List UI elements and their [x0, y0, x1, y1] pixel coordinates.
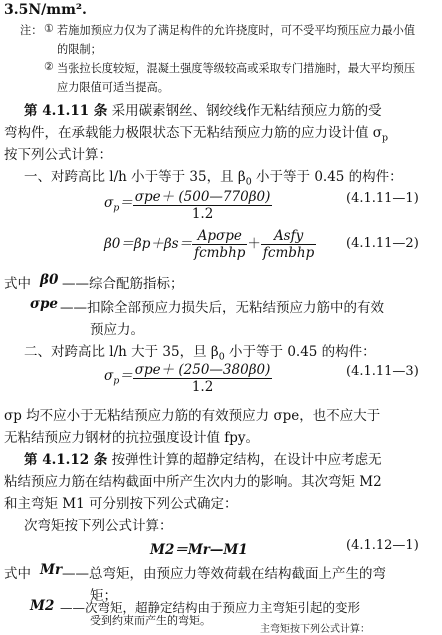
line-top: 3.5N/mm². — [4, 2, 87, 18]
note-label: 注： — [20, 24, 43, 37]
note-2-line-a: 当张拉长度较短，混凝土强度等级较高或采取专门措施时，最大平均预压 — [57, 62, 416, 75]
clause-text: 采用碳素钢丝、钢绞线作无粘结预应力筋的受 — [111, 103, 382, 119]
clause-4-1-12-line-a — [24, 448, 382, 468]
item-text: 小于等于 0.45 的构件： — [224, 344, 376, 360]
tail-line-b: 无粘结预应力钢材的抗拉强度设计值 fpy。 — [4, 430, 260, 446]
equation-4-1-11-2: β0＝βp＋βs＝ $\frac{\text{Apσpe}}{\text{fcmbhp}}$ ＋ $\frac{\text{Asfy}}{\text{fcmbhp}}$ — [104, 228, 315, 261]
definition-m2-cont: 受到约束而产生的弯矩。 — [90, 614, 211, 627]
clause-text: 按弹性计算的超静定结构，在设计中应考虑无 — [111, 452, 382, 468]
symbol-sigma-pe: σpe — [30, 296, 58, 312]
tail-line-a: σp 均不应小于无粘结预应力筋的有效预应力 σpe，也不应大于 — [4, 408, 381, 424]
where-label: 式中 — [4, 276, 31, 292]
fraction: $\frac{\text{Apσpe}}{\text{fcmbhp}}$ — [194, 228, 246, 261]
subscript: 0 — [245, 176, 252, 188]
subscript: 0 — [218, 351, 225, 363]
definition-mr-cont: 矩； — [90, 588, 117, 604]
subscript: p — [382, 132, 389, 144]
fraction: $\frac{\text{σpe＋ (250—380β0)}}{1.2}$ — [133, 358, 273, 395]
note-1-marker: ① — [44, 22, 55, 35]
clause-text: 弯构件，在承载能力极限状态下无粘结预应力筋的应力设计值 σ — [4, 125, 383, 141]
clause-4-1-11-line-a — [24, 99, 382, 119]
clause-4-1-12-line-b: 粘结预应力筋在结构截面中所产生次内力的影响。其次弯矩 M2 — [4, 474, 382, 490]
fraction: $\frac{\text{σpe＋ (500—770β0)}}{1.2}$ — [133, 185, 273, 222]
main-moment-intro: 主弯矩按下列公式计算： — [260, 624, 370, 635]
note-2-line-b: 应力限值可适当提高。 — [57, 81, 169, 94]
item-text: 二、对跨高比 l/h 大于 35，旦 β — [24, 344, 219, 360]
symbol-m2: M2 — [30, 598, 55, 614]
equation-number: (4.1.12—1) — [346, 538, 419, 553]
clause-number: 第 4.1.11 条 — [24, 103, 108, 119]
equation-4-1-11-1: $\sigma_p=$ $\frac{\text{σpe＋ (500—770β0)}}{1.2}$ — [104, 185, 272, 222]
definition-beta0: ——综合配筋指标； — [62, 276, 184, 292]
secondary-moment-intro: 次弯矩按下列公式计算： — [24, 518, 173, 534]
where-label: 式中 — [4, 566, 31, 582]
equation-4-1-12-1: M2＝Mr—M1 — [150, 542, 248, 558]
clause-4-1-12-line-c: 和主弯矩 M1 可分别按下列公式确定： — [4, 496, 238, 512]
note-1-line-a: 若施加预应力仅为了满足构件的允许挠度时，可不受平均预压应力最小值 — [57, 24, 416, 37]
item-text: 一、对跨高比 l/h 小于等于 35，且 β — [24, 169, 246, 185]
item-text: 小于等于 0.45 的构件： — [251, 169, 403, 185]
symbol-beta0: β0 — [40, 272, 59, 288]
item-1 — [24, 165, 403, 187]
definition-m2: ——次弯矩，超静定结构由于预应力主弯矩引起的变形 — [60, 600, 361, 615]
equation-number: (4.1.11—2) — [346, 236, 419, 251]
note-1-line-b: 的限制； — [57, 43, 102, 56]
definition-sigma-pe: ——扣除全部预应力损失后，无粘结预应力筋中的有效 — [60, 300, 384, 316]
note-2-marker: ② — [44, 60, 55, 73]
equation-number: (4.1.11—3) — [346, 364, 419, 379]
symbol-mr: Mr — [40, 562, 63, 578]
fraction: $\frac{\text{Asfy}}{\text{fcmbhp}}$ — [262, 228, 315, 261]
equation-number: (4.1.11—1) — [346, 191, 419, 206]
definition-mr: ——总弯矩，由预应力等效荷载在结构截面上产生的弯 — [62, 566, 386, 582]
clause-number: 第 4.1.12 条 — [24, 452, 108, 468]
equation-4-1-11-3: $\sigma_p=$ $\frac{\text{σpe＋ (250—380β0)}}{1.2}$ — [104, 358, 272, 395]
definition-sigma-pe-cont: 预应力。 — [90, 322, 144, 338]
clause-4-1-11-line-c: 按下列公式计算： — [4, 147, 112, 163]
clause-4-1-11-line-b — [4, 121, 388, 143]
